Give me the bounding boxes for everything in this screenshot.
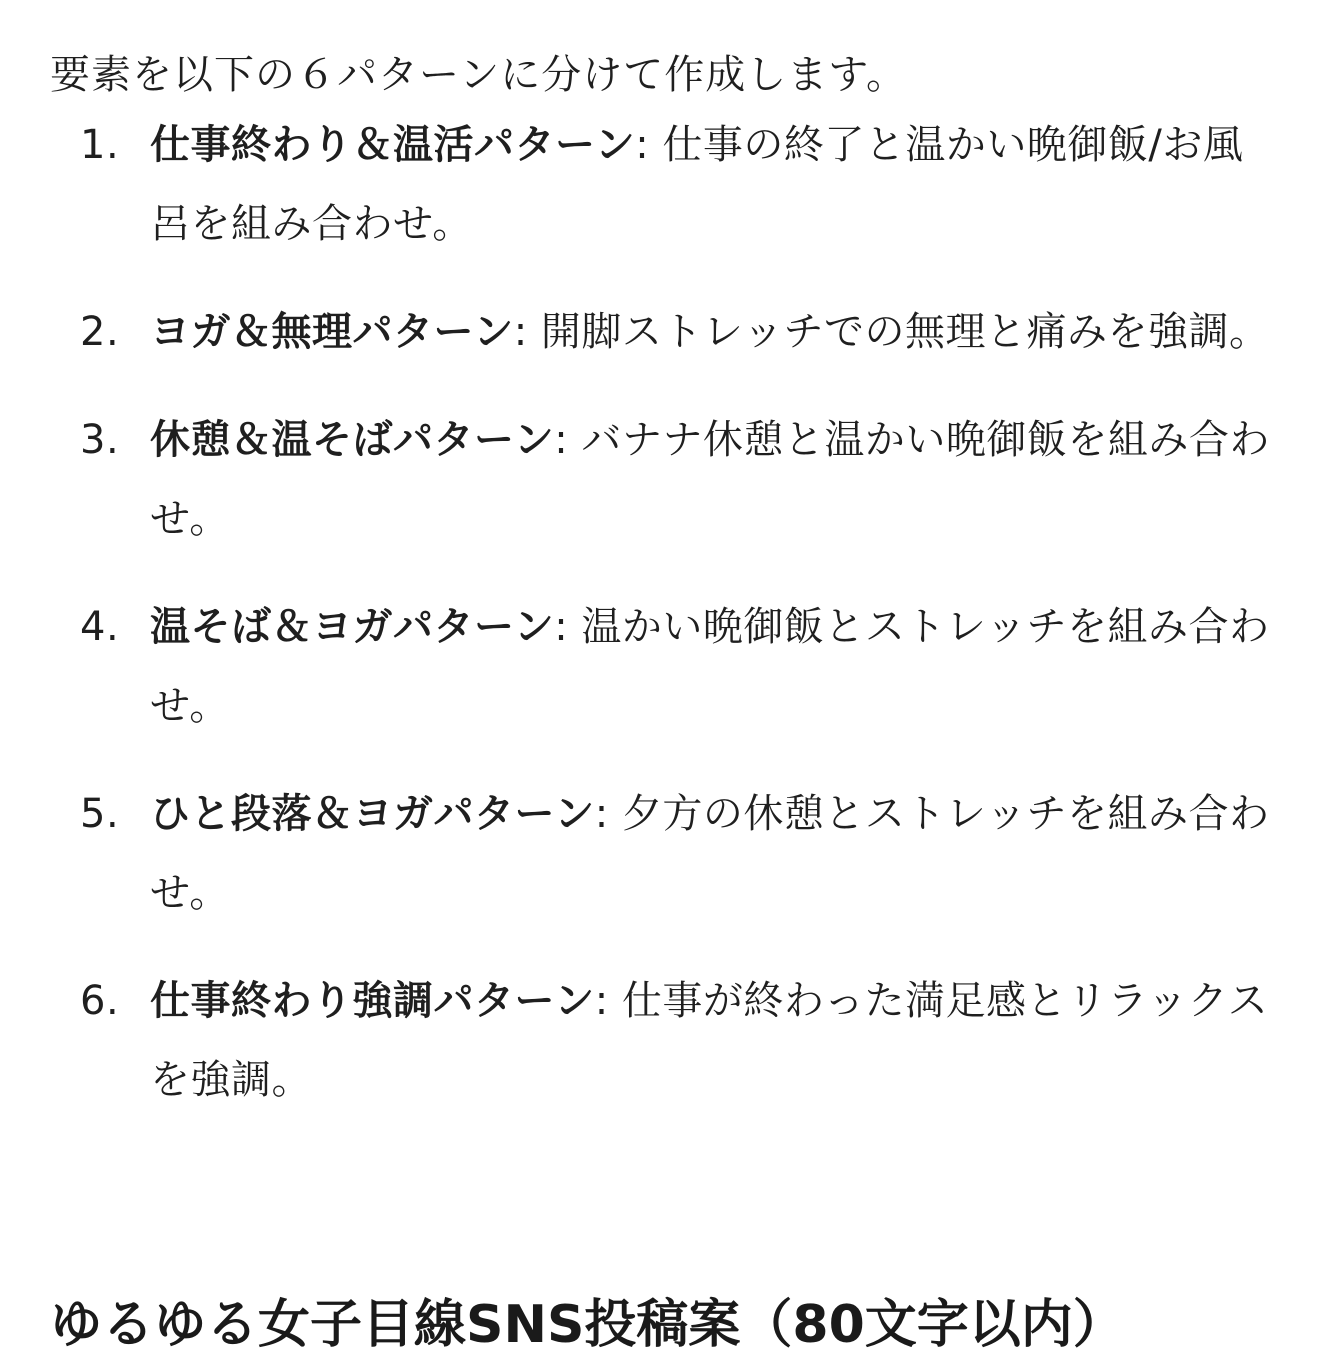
list-item — [50, 775, 1280, 933]
item-description: 開脚ストレッチでの無理と痛みを強調。 — [540, 309, 1270, 355]
item-description: 温かい晩御飯とストレッチを組み合わせ。 — [150, 604, 1270, 729]
item-number: 2. — [80, 309, 120, 355]
item-title: 仕事終わり＆温活パターン — [150, 122, 636, 168]
item-separator: : — [554, 604, 569, 650]
item-separator: : — [594, 978, 609, 1024]
list-item — [50, 293, 1280, 372]
section-heading: ゆるゆる女子目線SNS投稿案（80文字以内） — [50, 1295, 1125, 1355]
pattern-list — [50, 106, 1280, 1120]
item-description: 仕事の終了と温かい晩御飯/お風呂を組み合わせ。 — [150, 122, 1244, 247]
item-title: ひと段落＆ヨガパターン — [150, 791, 595, 837]
list-item — [50, 962, 1280, 1120]
list-item — [50, 401, 1280, 559]
item-description: 仕事が終わった満足感とリラックスを強調。 — [150, 978, 1269, 1103]
item-title: 休憩＆温そばパターン — [150, 417, 555, 463]
item-number: 6. — [80, 978, 120, 1024]
message-content — [50, 44, 1280, 1120]
item-number: 3. — [80, 417, 120, 463]
item-separator: : — [594, 791, 609, 837]
item-title: 仕事終わり強調パターン — [150, 978, 595, 1024]
item-number: 5. — [80, 791, 120, 837]
intro-text: 要素を以下の６パターンに分けて作成します。 — [50, 52, 907, 98]
item-separator: : — [554, 417, 569, 463]
item-separator: : — [513, 309, 528, 355]
item-title: 温そば＆ヨガパターン — [150, 604, 555, 650]
item-description: バナナ休憩と温かい晩御飯を組み合わせ。 — [150, 417, 1270, 542]
item-description: 夕方の休憩とストレッチを組み合わせ。 — [150, 791, 1270, 916]
item-number: 1. — [80, 122, 120, 168]
item-title: ヨガ＆無理パターン — [150, 309, 514, 355]
list-item — [50, 106, 1280, 264]
list-item — [50, 588, 1280, 746]
item-number: 4. — [80, 604, 120, 650]
item-separator: : — [635, 122, 650, 168]
